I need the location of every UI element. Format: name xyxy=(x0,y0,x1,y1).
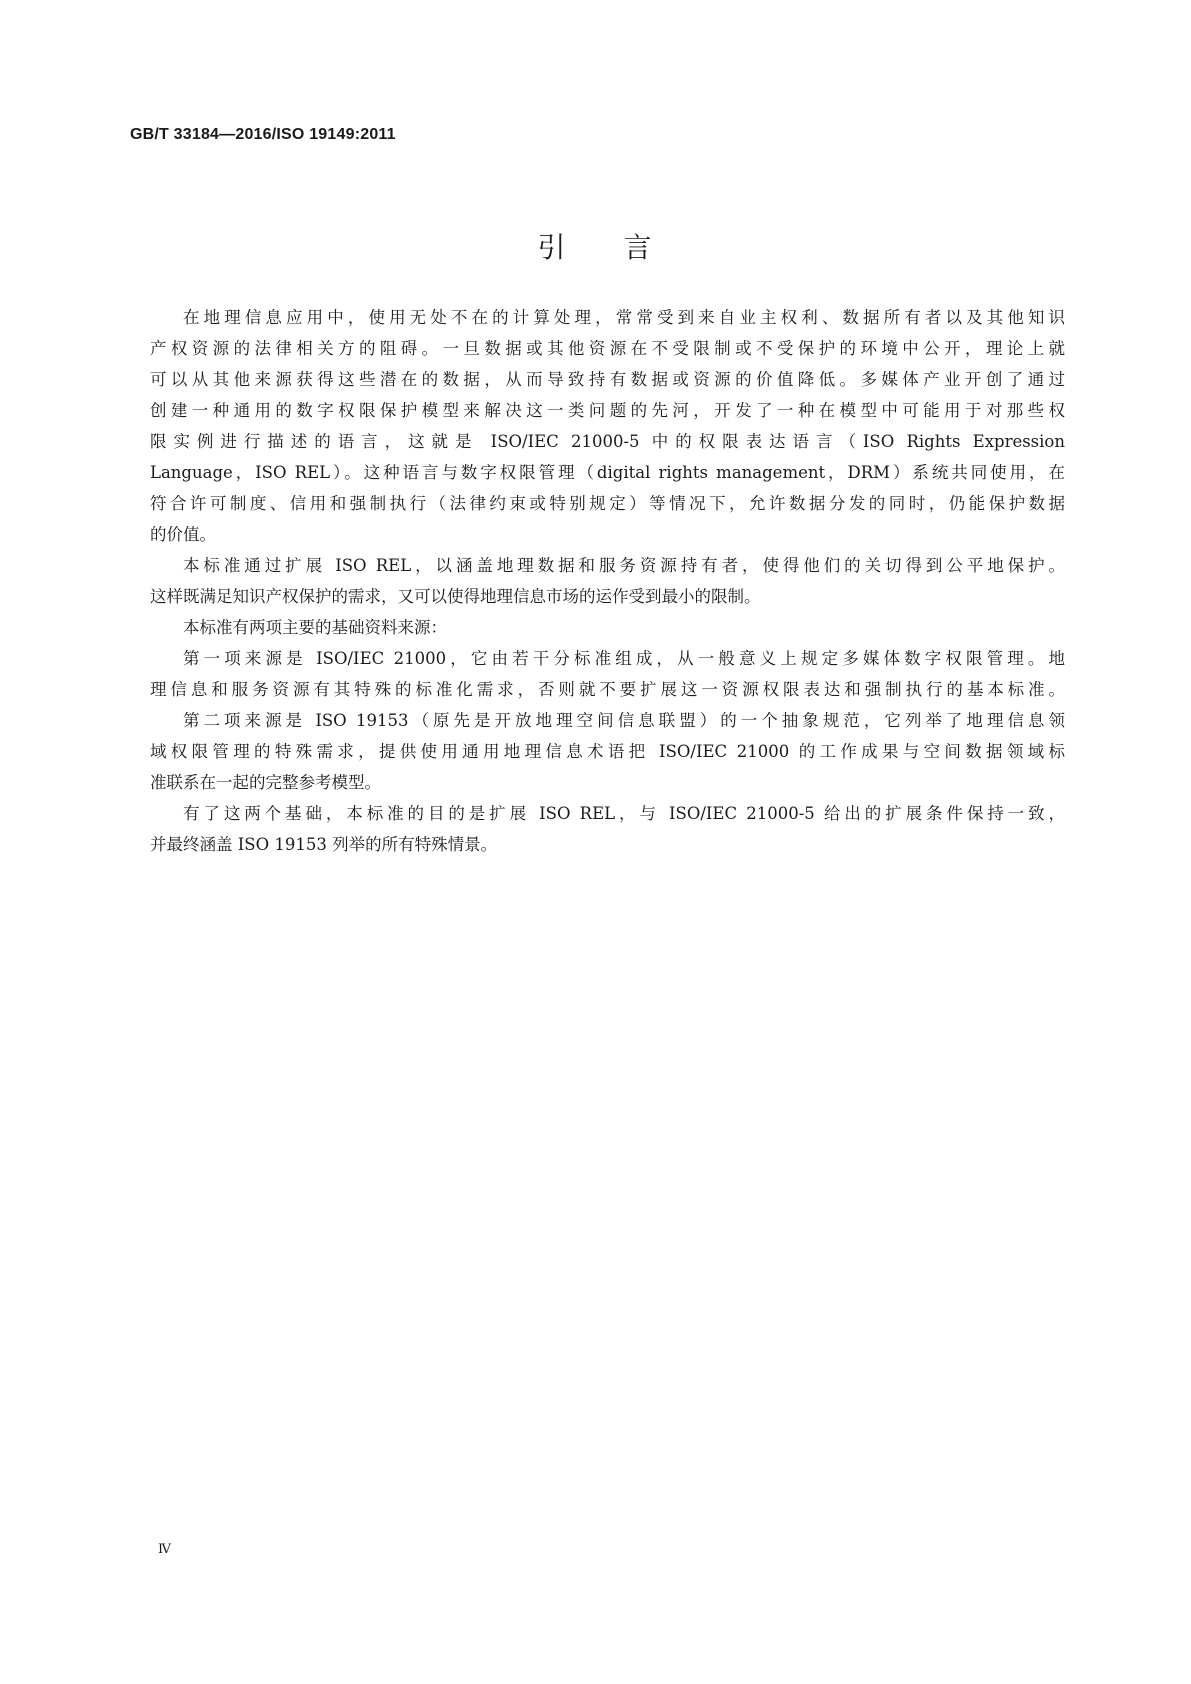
paragraph-3-line-1: 本标准有两项主要的基础资料来源： xyxy=(183,618,447,637)
paragraph-5-line-1: 第二项来源是 ISO 19153（原先是开放地理空间信息联盟）的一个抽象规范，它列举了地理信息领 xyxy=(183,711,1065,730)
paragraph-4-line-2: 理信息和服务资源有其特殊的标准化需求，否则就不要扩展这一资源权限表达和强制执行的基本标准。 xyxy=(150,680,1065,699)
paragraph-1-line-1: 在地理信息应用中，使用无处不在的计算处理，常常受到来自业主权利、数据所有者以及其他知识 xyxy=(183,308,1065,327)
paragraph-1-line-8: 的价值。 xyxy=(150,525,216,544)
paragraph-1-line-2: 产权资源的法律相关方的阻碍。一旦数据或其他资源在不受限制或不受保护的环境中公开，理论上就 xyxy=(150,339,1065,358)
page-title-char-2: 言 xyxy=(623,231,654,264)
paragraph-4-line-1: 第一项来源是 ISO/IEC 21000，它由若干分标准组成，从一般意义上规定多媒体数字权限管理。地 xyxy=(183,649,1065,668)
paragraph-5-line-3: 准联系在一起的完整参考模型。 xyxy=(150,773,381,792)
paragraph-1-line-6: Language，ISO REL）。这种语言与数字权限管理（digital rights management，DRM）系统共同使用，在 xyxy=(150,463,1065,482)
paragraph-6-line-1: 有了这两个基础，本标准的目的是扩展 ISO REL，与 ISO/IEC 21000-5 给出的扩展条件保持一致， xyxy=(183,804,1065,823)
page-title-char-1: 引 xyxy=(537,231,568,264)
paragraph-6-line-2: 并最终涵盖 ISO 19153 列举的所有特殊情景。 xyxy=(150,835,498,854)
paragraph-1-line-5: 限实例进行描述的语言，这就是 ISO/IEC 21000-5 中的权限表达语言（ISO Rights Expression xyxy=(150,432,1065,451)
paragraph-1-line-3: 可以从其他来源获得这些潜在的数据，从而导致持有数据或资源的价值降低。多媒体产业开创了通过 xyxy=(150,370,1065,389)
page-title xyxy=(0,228,1191,268)
page-number: Ⅳ xyxy=(158,1542,171,1557)
paragraph-1-line-7: 符合许可制度、信用和强制执行（法律约束或特别规定）等情况下，允许数据分发的同时，仍能保护数据 xyxy=(150,494,1065,513)
paragraph-5-line-2: 域权限管理的特殊需求，提供使用通用地理信息术语把 ISO/IEC 21000 的工作成果与空间数据领域标 xyxy=(150,742,1065,761)
paragraph-2-line-2: 这样既满足知识产权保护的需求，又可以使得地理信息市场的运作受到最小的限制。 xyxy=(150,587,761,606)
paragraph-1-line-4: 创建一种通用的数字权限保护模型来解决这一类问题的先河，开发了一种在模型中可能用于对那些权 xyxy=(150,401,1065,420)
paragraph-2-line-1: 本标准通过扩展 ISO REL，以涵盖地理数据和服务资源持有者，使得他们的关切得到公平地保护。 xyxy=(183,556,1065,575)
standard-number: GB/T 33184—2016/ISO 19149:2011 xyxy=(130,126,396,143)
